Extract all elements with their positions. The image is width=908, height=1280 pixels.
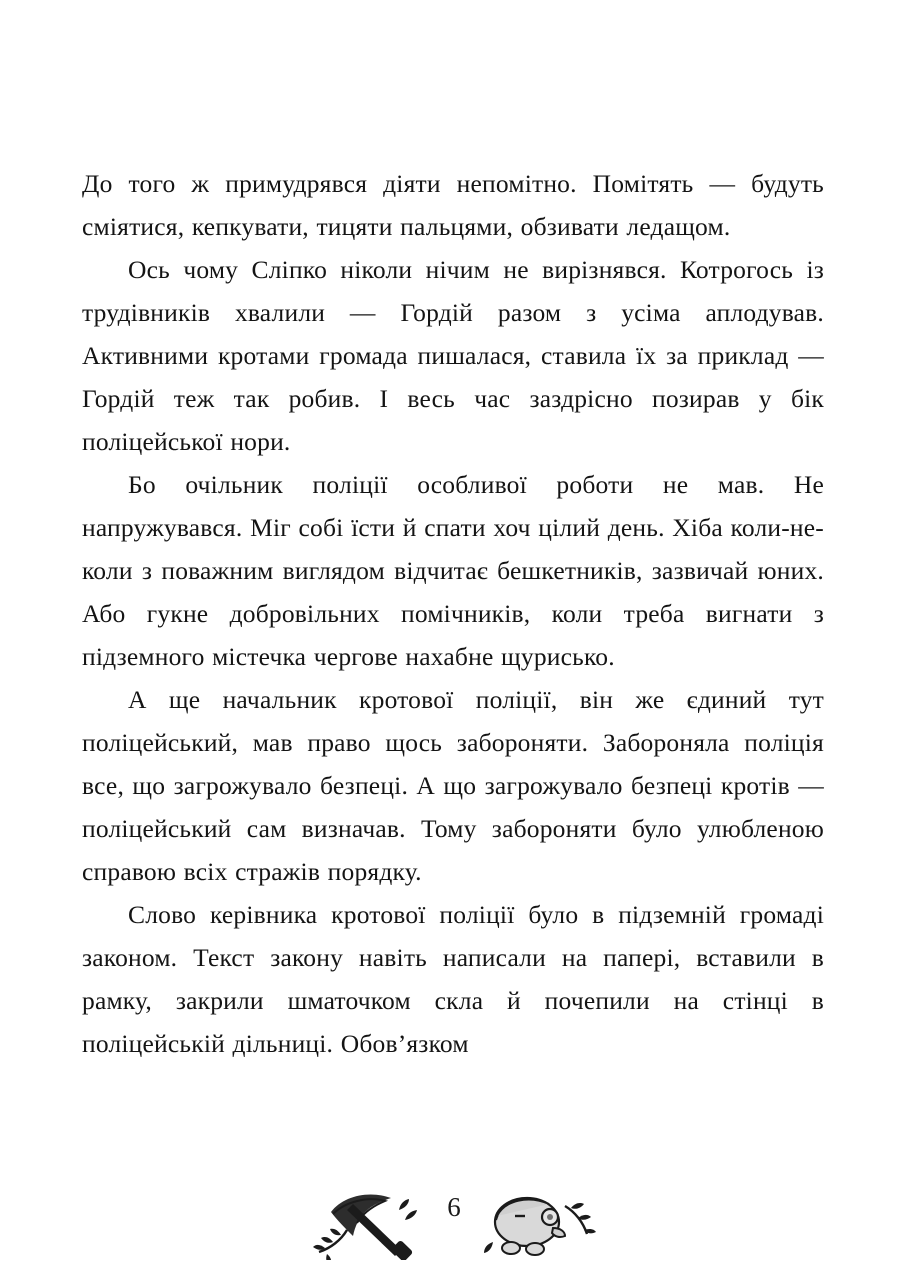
paragraph: Ось чому Сліпко ніколи нічим не вирізнявся. Котрогось із трудівників хвалили — Гордій разом з усіма аплодував. Активними кротами громада пишалася, ставила їх за приклад — Гордій теж так робив. І весь час заздрісно позирав у бік поліцейської нори. [82,255,824,456]
page-footer [0,1178,908,1270]
paragraph: А ще начальник кротової поліції, він же єдиний тут поліцейський, мав право щось забороняти. Забороняла поліція все, що загрожувало безпеці. А що загрожувало безпеці кротів — поліцейський сам визначав. Тому забороняти було улюбленою справою всіх стражів порядку. [82,685,824,886]
mole-with-lantern-icon [479,1186,599,1260]
pickaxe-icon [309,1182,421,1260]
paragraph: До того ж примудрявся діяти непомітно. Помітять — будуть сміятися, кепкувати, тицяти пальцями, обзивати ледащом. [82,169,824,241]
body-text [82,162,824,1065]
page-number: 6 [447,1192,461,1222]
paragraph: Бо очільник поліції особливої роботи не мав. Не напружувався. Міг собі їсти й спати хоч цілий день. Хіба коли-не-коли з поважним виглядом відчитає бешкетників, зазвичай юних. Або гукне добровільних помічників, коли треба вигнати з підземного містечка чергове нахабне щурисько. [82,470,824,671]
paragraph: Слово керівника кротової поліції було в підземній громаді законом. Текст закону навіть написали на папері, вставили в рамку, закрили шматочком скла й почепили на стінці в поліцейській дільниці. Обов’язком [82,900,824,1058]
